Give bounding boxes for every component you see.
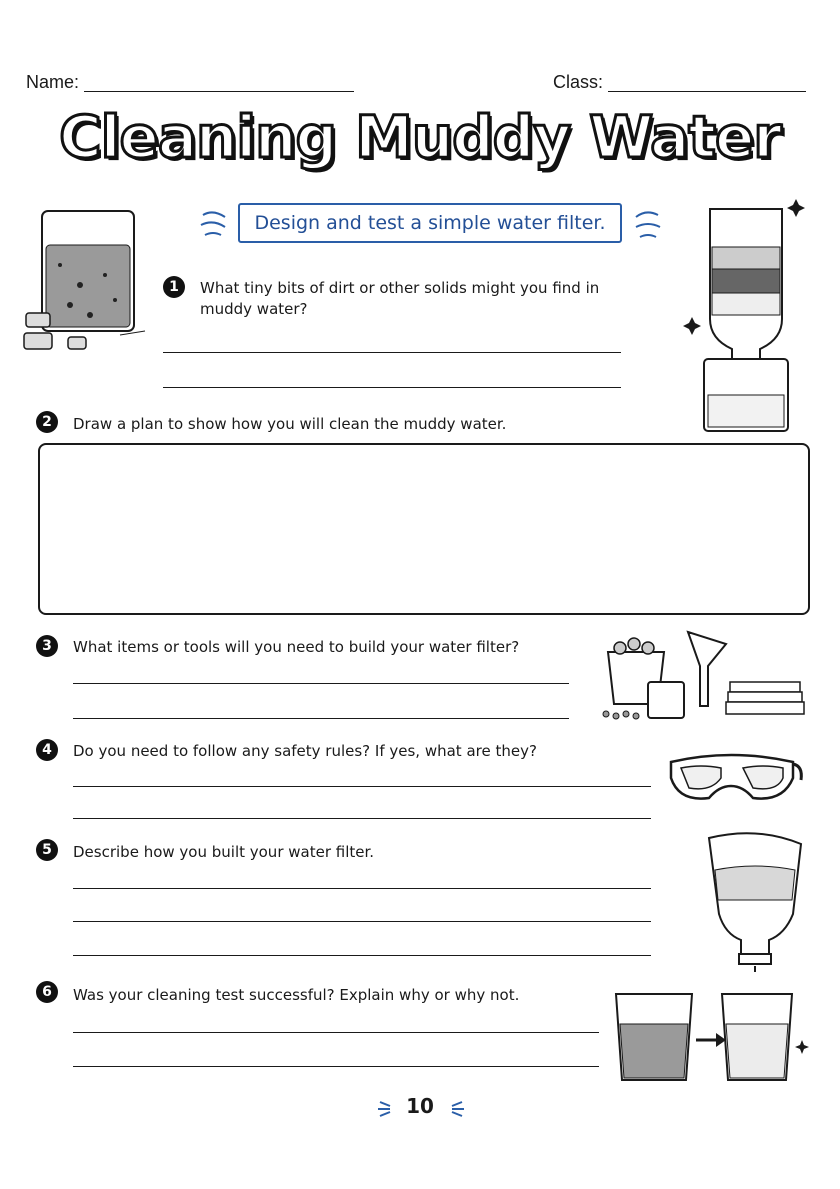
answer-line-4a[interactable] (73, 786, 651, 787)
splash-left-icon (195, 205, 235, 245)
question-6-number: 6 (36, 981, 58, 1003)
answer-line-1b[interactable] (163, 387, 621, 388)
page-number: 10 (406, 1094, 434, 1118)
answer-line-4b[interactable] (73, 818, 651, 819)
safety-goggles-icon (665, 748, 805, 810)
question-2-text: Draw a plan to show how you will clean the muddy water. (73, 415, 507, 433)
answer-line-6a[interactable] (73, 1032, 599, 1033)
question-4-text: Do you need to follow any safety rules? If yes, what are they? (73, 742, 537, 760)
question-5-text: Describe how you built your water filter. (73, 843, 375, 861)
plan-drawing-box[interactable] (38, 443, 810, 615)
answer-line-5a[interactable] (73, 888, 651, 889)
question-2-number: 2 (36, 411, 58, 433)
muddy-water-beaker-icon (20, 205, 155, 355)
inverted-bottle-filter-icon (705, 830, 805, 975)
answer-line-6b[interactable] (73, 1066, 599, 1067)
bottle-filter-icon (688, 195, 818, 435)
question-1-text-line2: muddy water? (200, 300, 308, 318)
name-field[interactable] (84, 91, 354, 92)
page-title: Cleaning Muddy Water (59, 103, 781, 171)
filter-materials-icon (598, 628, 808, 724)
name-label: Name: (26, 72, 80, 92)
question-1-text-line1: What tiny bits of dirt or other solids might you find in (200, 279, 600, 297)
class-label: Class: (553, 72, 604, 92)
class-field[interactable] (608, 91, 806, 92)
question-5-number: 5 (36, 839, 58, 861)
answer-line-1a[interactable] (163, 352, 621, 353)
answer-line-5c[interactable] (73, 955, 651, 956)
question-1-number: 1 (163, 276, 185, 298)
answer-line-3b[interactable] (73, 718, 569, 719)
before-after-cups-icon (612, 990, 812, 1086)
answer-line-3a[interactable] (73, 683, 569, 684)
subtitle-banner: Design and test a simple water filter. (238, 203, 622, 243)
question-4-number: 4 (36, 739, 58, 761)
question-3-number: 3 (36, 635, 58, 657)
question-6-text: Was your cleaning test successful? Explain why or why not. (73, 986, 520, 1004)
question-3-text: What items or tools will you need to build your water filter? (73, 638, 520, 656)
answer-line-5b[interactable] (73, 921, 651, 922)
splash-right-icon (630, 205, 670, 245)
